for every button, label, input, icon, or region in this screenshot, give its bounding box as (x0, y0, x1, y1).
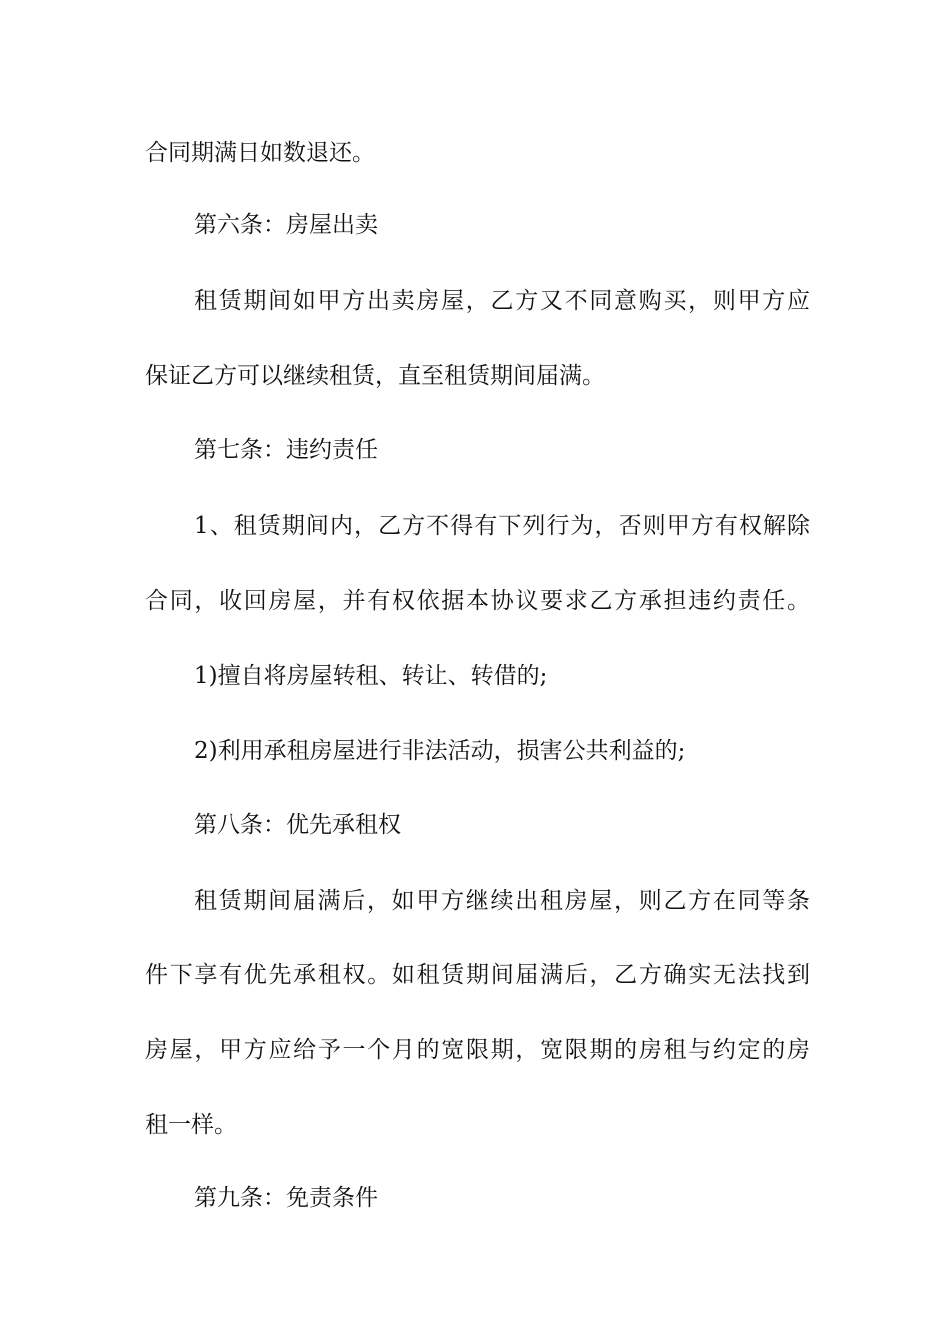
paragraph-line-continuation: 合同期满日如数退还。 (145, 140, 375, 166)
list-item: 1)擅自将房屋转租、转让、转借的; (194, 663, 548, 689)
paragraph-line: 合同，收回房屋，并有权依据本协议要求乙方承担违约责任。 (145, 588, 810, 614)
paragraph-line: 租一样。 (145, 1112, 237, 1138)
paragraph-line: 保证乙方可以继续租赁，直至租赁期间届满。 (145, 363, 605, 389)
section-heading-article-9: 第九条：免责条件 (194, 1185, 378, 1211)
paragraph-line: 1、租赁期间内，乙方不得有下列行为，否则甲方有权解除 (194, 513, 810, 539)
paragraph-line: 房屋，甲方应给予一个月的宽限期，宽限期的房租与约定的房 (145, 1037, 810, 1063)
section-heading-article-8: 第八条：优先承租权 (194, 812, 401, 838)
section-heading-article-7: 第七条：违约责任 (194, 437, 378, 463)
paragraph-line: 租赁期间届满后，如甲方继续出租房屋，则乙方在同等条 (194, 888, 810, 914)
list-item: 2)利用承租房屋进行非法活动，损害公共利益的; (194, 738, 686, 764)
section-heading-article-6: 第六条：房屋出卖 (194, 212, 378, 238)
paragraph-line: 租赁期间如甲方出卖房屋，乙方又不同意购买，则甲方应 (194, 288, 810, 314)
paragraph-line: 件下享有优先承租权。如租赁期间届满后，乙方确实无法找到 (145, 962, 810, 988)
